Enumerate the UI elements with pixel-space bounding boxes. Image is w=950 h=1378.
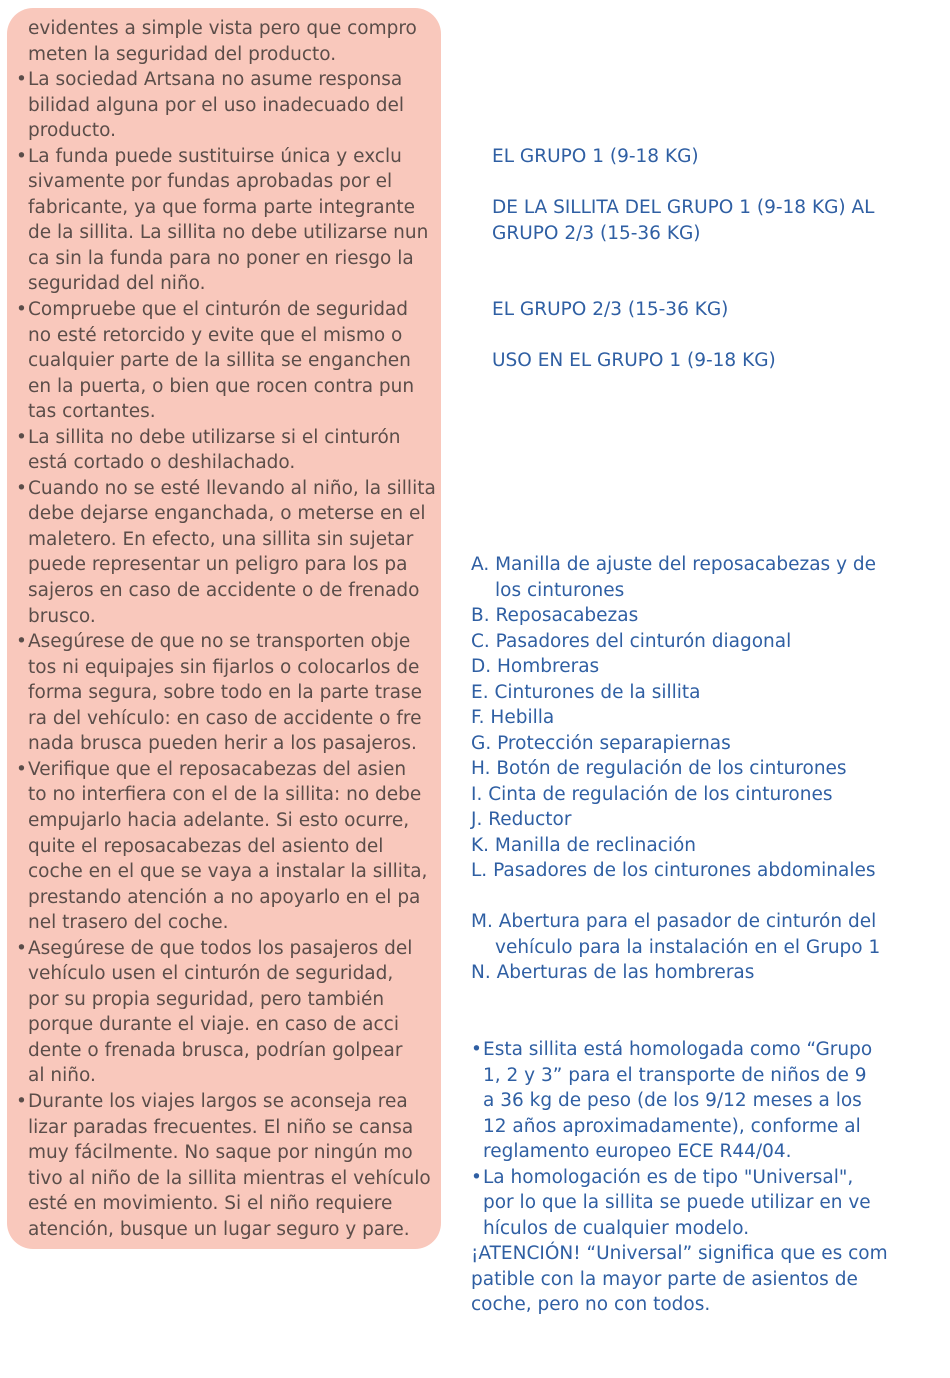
warning-text: de la sillita. La sillita no debe utilizarse nun [28, 222, 429, 244]
warning-line [16, 1140, 431, 1166]
warning-text: atención, busque un lugar seguro y pare. [28, 1218, 410, 1240]
part-item: M. Abertura para el pasador de cinturón del [471, 911, 877, 932]
warning-line [16, 271, 431, 297]
warning-text: nada brusca pueden herir a los pasajeros. [28, 733, 417, 755]
warning-item-start [16, 297, 431, 323]
warning-text: forma segura, sobre todo en la parte trase [28, 682, 422, 704]
warning-line [16, 782, 431, 808]
warning-text: evidentes a simple vista pero que compro [28, 18, 417, 39]
homologation-line [471, 1241, 911, 1267]
bullet-icon: • [471, 1166, 482, 1188]
warning-text: está cortado o deshilachado. [28, 452, 296, 474]
homologation-line [471, 1063, 911, 1089]
warning-line [16, 1217, 431, 1243]
warning-text: muy fácilmente. No saque por ningún mo [28, 1142, 413, 1164]
warning-line [16, 450, 431, 476]
warning-text: nel trasero del coche. [28, 912, 229, 934]
part-item: B. Reposacabezas [471, 605, 639, 626]
warning-text: tos ni equipajes sin fijarlos o colocarlos de [28, 656, 420, 678]
warning-text: al niño. [28, 1065, 96, 1087]
bullet-icon: • [16, 477, 27, 499]
part-item: L. Pasadores de los cinturones abdominales [471, 860, 876, 881]
homologation-text: coche, pero no con todos. [471, 1294, 711, 1315]
part-item: D. Hombreras [471, 656, 600, 677]
warning-text: to no interfiera con el de la sillita: no debe [28, 784, 422, 806]
warning-text: bilidad alguna por el uso inadecuado del [28, 94, 405, 116]
warning-item-start [16, 757, 431, 783]
warning-item-start [16, 1089, 431, 1115]
warning-line [16, 118, 431, 144]
warning-line [16, 42, 431, 68]
part-item: C. Pasadores del cinturón diagonal [471, 630, 792, 652]
warning-line [16, 93, 431, 119]
warning-line [16, 987, 431, 1013]
warning-line [16, 578, 431, 604]
warning-line [16, 1038, 431, 1064]
warning-text: cualquier parte de la sillita se enganchen [28, 350, 411, 372]
warning-line [16, 195, 431, 221]
warning-text: debe dejarse enganchada, o meterse en el [28, 503, 426, 525]
warning-line [16, 885, 431, 911]
warning-line [16, 1191, 431, 1217]
bullet-icon: • [16, 299, 27, 321]
group-label: USO EN EL GRUPO 1 (9-18 KG) [492, 350, 776, 371]
warning-text: tivo al niño de la sillita mientras el vehículo [28, 1167, 431, 1189]
warning-text: producto. [28, 120, 117, 142]
warning-text: Cuando no se esté llevando al niño, la sillita [28, 477, 436, 499]
bullet-icon: • [16, 69, 27, 91]
warning-text: vehículo usen el cinturón de seguridad, [28, 963, 394, 985]
homologation-text: Esta sillita está homologada como “Grupo [483, 1039, 873, 1060]
homologation-notes [471, 1037, 911, 1318]
warning-text: ra del vehículo: en caso de accidente o fre [28, 707, 422, 729]
warning-line [16, 323, 431, 349]
group-labels [492, 144, 922, 374]
warning-item-start [16, 144, 431, 170]
part-item: N. Aberturas de las hombreras [471, 962, 755, 983]
homologation-line [471, 1292, 911, 1318]
homologation-text: 1, 2 y 3” para el transporte de niños de 9 [483, 1064, 867, 1086]
warning-text: Compruebe que el cinturón de seguridad [28, 299, 409, 321]
warning-text: dente o frenada brusca, podrían golpear [28, 1039, 403, 1061]
warning-item-start [16, 476, 436, 502]
part-item: H. Botón de regulación de los cinturones [471, 758, 847, 779]
warning-text: no esté retorcido y evite que el mismo o [28, 324, 403, 346]
warning-text: Asegúrese de que no se transporten obje [28, 631, 411, 653]
bullet-icon: • [16, 631, 27, 653]
warning-text: porque durante el viaje. en caso de acci [28, 1014, 399, 1036]
bullet-icon: • [471, 1039, 482, 1060]
warning-text: seguridad del niño. [28, 273, 206, 295]
homologation-text: ¡ATENCIÓN! “Universal” significa que es com [471, 1243, 888, 1264]
warning-text: Durante los viajes largos se aconseja rea [28, 1090, 408, 1112]
warning-text: La sociedad Artsana no asume responsa [28, 69, 403, 91]
warning-line [16, 220, 431, 246]
homologation-text: reglamento europeo ECE R44/04. [483, 1141, 792, 1162]
warning-item-start [16, 67, 431, 93]
homologation-item-start [471, 1037, 911, 1063]
homologation-text: hículos de cualquier modelo. [483, 1217, 750, 1239]
warning-line [16, 910, 431, 936]
warning-text: prestando atención a no apoyarlo en el pa [28, 886, 421, 908]
warning-text: sajeros en caso de accidente o de frenado [28, 580, 420, 602]
part-item: K. Manilla de reclinación [471, 834, 697, 856]
homologation-line [471, 1190, 911, 1216]
warning-text: por su propia seguridad, pero también [28, 988, 385, 1010]
warning-line [16, 169, 431, 195]
warning-text: fabricante, ya que forma parte integrante [28, 196, 415, 218]
warning-text: puede representar un peligro para los pa [28, 554, 408, 576]
bullet-icon: • [16, 145, 27, 167]
warning-text: meten la seguridad del producto. [28, 43, 337, 65]
group-label: DE LA SILLITA DEL GRUPO 1 (9-18 KG) AL [492, 197, 875, 218]
warning-line [16, 348, 431, 374]
bullet-icon: • [16, 937, 27, 959]
warning-text: sivamente por fundas aprobadas por el [28, 171, 393, 193]
warning-line [16, 501, 431, 527]
warning-text: en la puerta, o bien que rocen contra pun [28, 375, 415, 397]
warning-line [16, 834, 431, 860]
homologation-text: La homologación es de tipo "Universal", [483, 1166, 854, 1188]
part-item: los cinturones [495, 579, 625, 601]
warning-line [16, 808, 431, 834]
warning-text: tas cortantes. [28, 401, 156, 423]
warning-text: ca sin la funda para no poner en riesgo la [28, 247, 414, 269]
group-label: EL GRUPO 1 (9-18 KG) [492, 146, 699, 167]
warning-line [16, 604, 431, 630]
warning-line [16, 399, 431, 425]
warning-text: Verifique que el reposacabezas del asien [28, 758, 407, 780]
homologation-line [471, 1216, 911, 1242]
homologation-line [471, 1088, 911, 1114]
warning-text: esté en movimiento. Si el niño requiere [28, 1193, 393, 1215]
warning-text: Asegúrese de que todos los pasajeros del [28, 937, 413, 959]
warnings-text [16, 16, 436, 1242]
part-item: I. Cinta de regulación de los cinturones [471, 783, 833, 805]
warning-line [16, 16, 431, 42]
warning-text: empujarlo hacia adelante. Si esto ocurre, [28, 809, 410, 831]
warning-text: brusco. [28, 605, 96, 627]
warning-line [16, 655, 431, 681]
warning-item-start [16, 425, 431, 451]
warning-text: coche en el que se vaya a instalar la sillita, [28, 861, 428, 883]
warning-text: quite el reposacabezas del asiento del [28, 835, 384, 857]
group-label: EL GRUPO 2/3 (15-36 KG) [492, 299, 729, 320]
part-item: vehículo para la instalación en el Grupo 1 [495, 936, 881, 958]
bullet-icon: • [16, 426, 27, 448]
homologation-line [471, 1139, 911, 1165]
bullet-icon: • [16, 758, 27, 780]
warning-line [16, 374, 431, 400]
warning-text: La funda puede sustituirse única y exclu [28, 145, 402, 167]
part-item: F. Hebilla [471, 707, 555, 728]
warning-text: lizar paradas frecuentes. El niño se cansa [28, 1116, 414, 1138]
warning-line [16, 1166, 431, 1192]
part-item: A. Manilla de ajuste del reposacabezas y de [471, 554, 877, 575]
part-item [471, 884, 911, 910]
warning-line [16, 1012, 431, 1038]
homologation-text: 12 años aproximadamente), conforme al [483, 1115, 861, 1137]
group-label: GRUPO 2/3 (15-36 KG) [492, 222, 701, 244]
warning-item-start [16, 629, 431, 655]
warning-item-start [16, 936, 431, 962]
warning-line [16, 859, 431, 885]
homologation-item-start [471, 1165, 911, 1191]
warning-line [16, 1115, 431, 1141]
warning-line [16, 706, 431, 732]
warning-line [16, 527, 431, 553]
homologation-text: por lo que la sillita se puede utilizar en ve [483, 1192, 871, 1213]
part-item: E. Cinturones de la sillita [471, 681, 701, 703]
warning-line [16, 680, 431, 706]
bullet-icon: • [16, 1090, 27, 1112]
warning-line [16, 731, 431, 757]
parts-list [471, 552, 911, 986]
part-item: J. Reductor [471, 809, 572, 830]
homologation-line [471, 1267, 911, 1293]
warning-line [16, 246, 431, 272]
homologation-text: patible con la mayor parte de asientos de [471, 1268, 858, 1290]
homologation-line [471, 1114, 911, 1140]
warning-text: maletero. En efecto, una sillita sin sujetar [28, 528, 414, 550]
part-item: G. Protección separapiernas [471, 732, 731, 754]
warning-line [16, 961, 431, 987]
warning-text: La sillita no debe utilizarse si el cinturón [28, 426, 401, 448]
warning-line [16, 552, 431, 578]
warning-line [16, 1063, 431, 1089]
homologation-text: a 36 kg de peso (de los 9/12 meses a los [483, 1090, 862, 1111]
